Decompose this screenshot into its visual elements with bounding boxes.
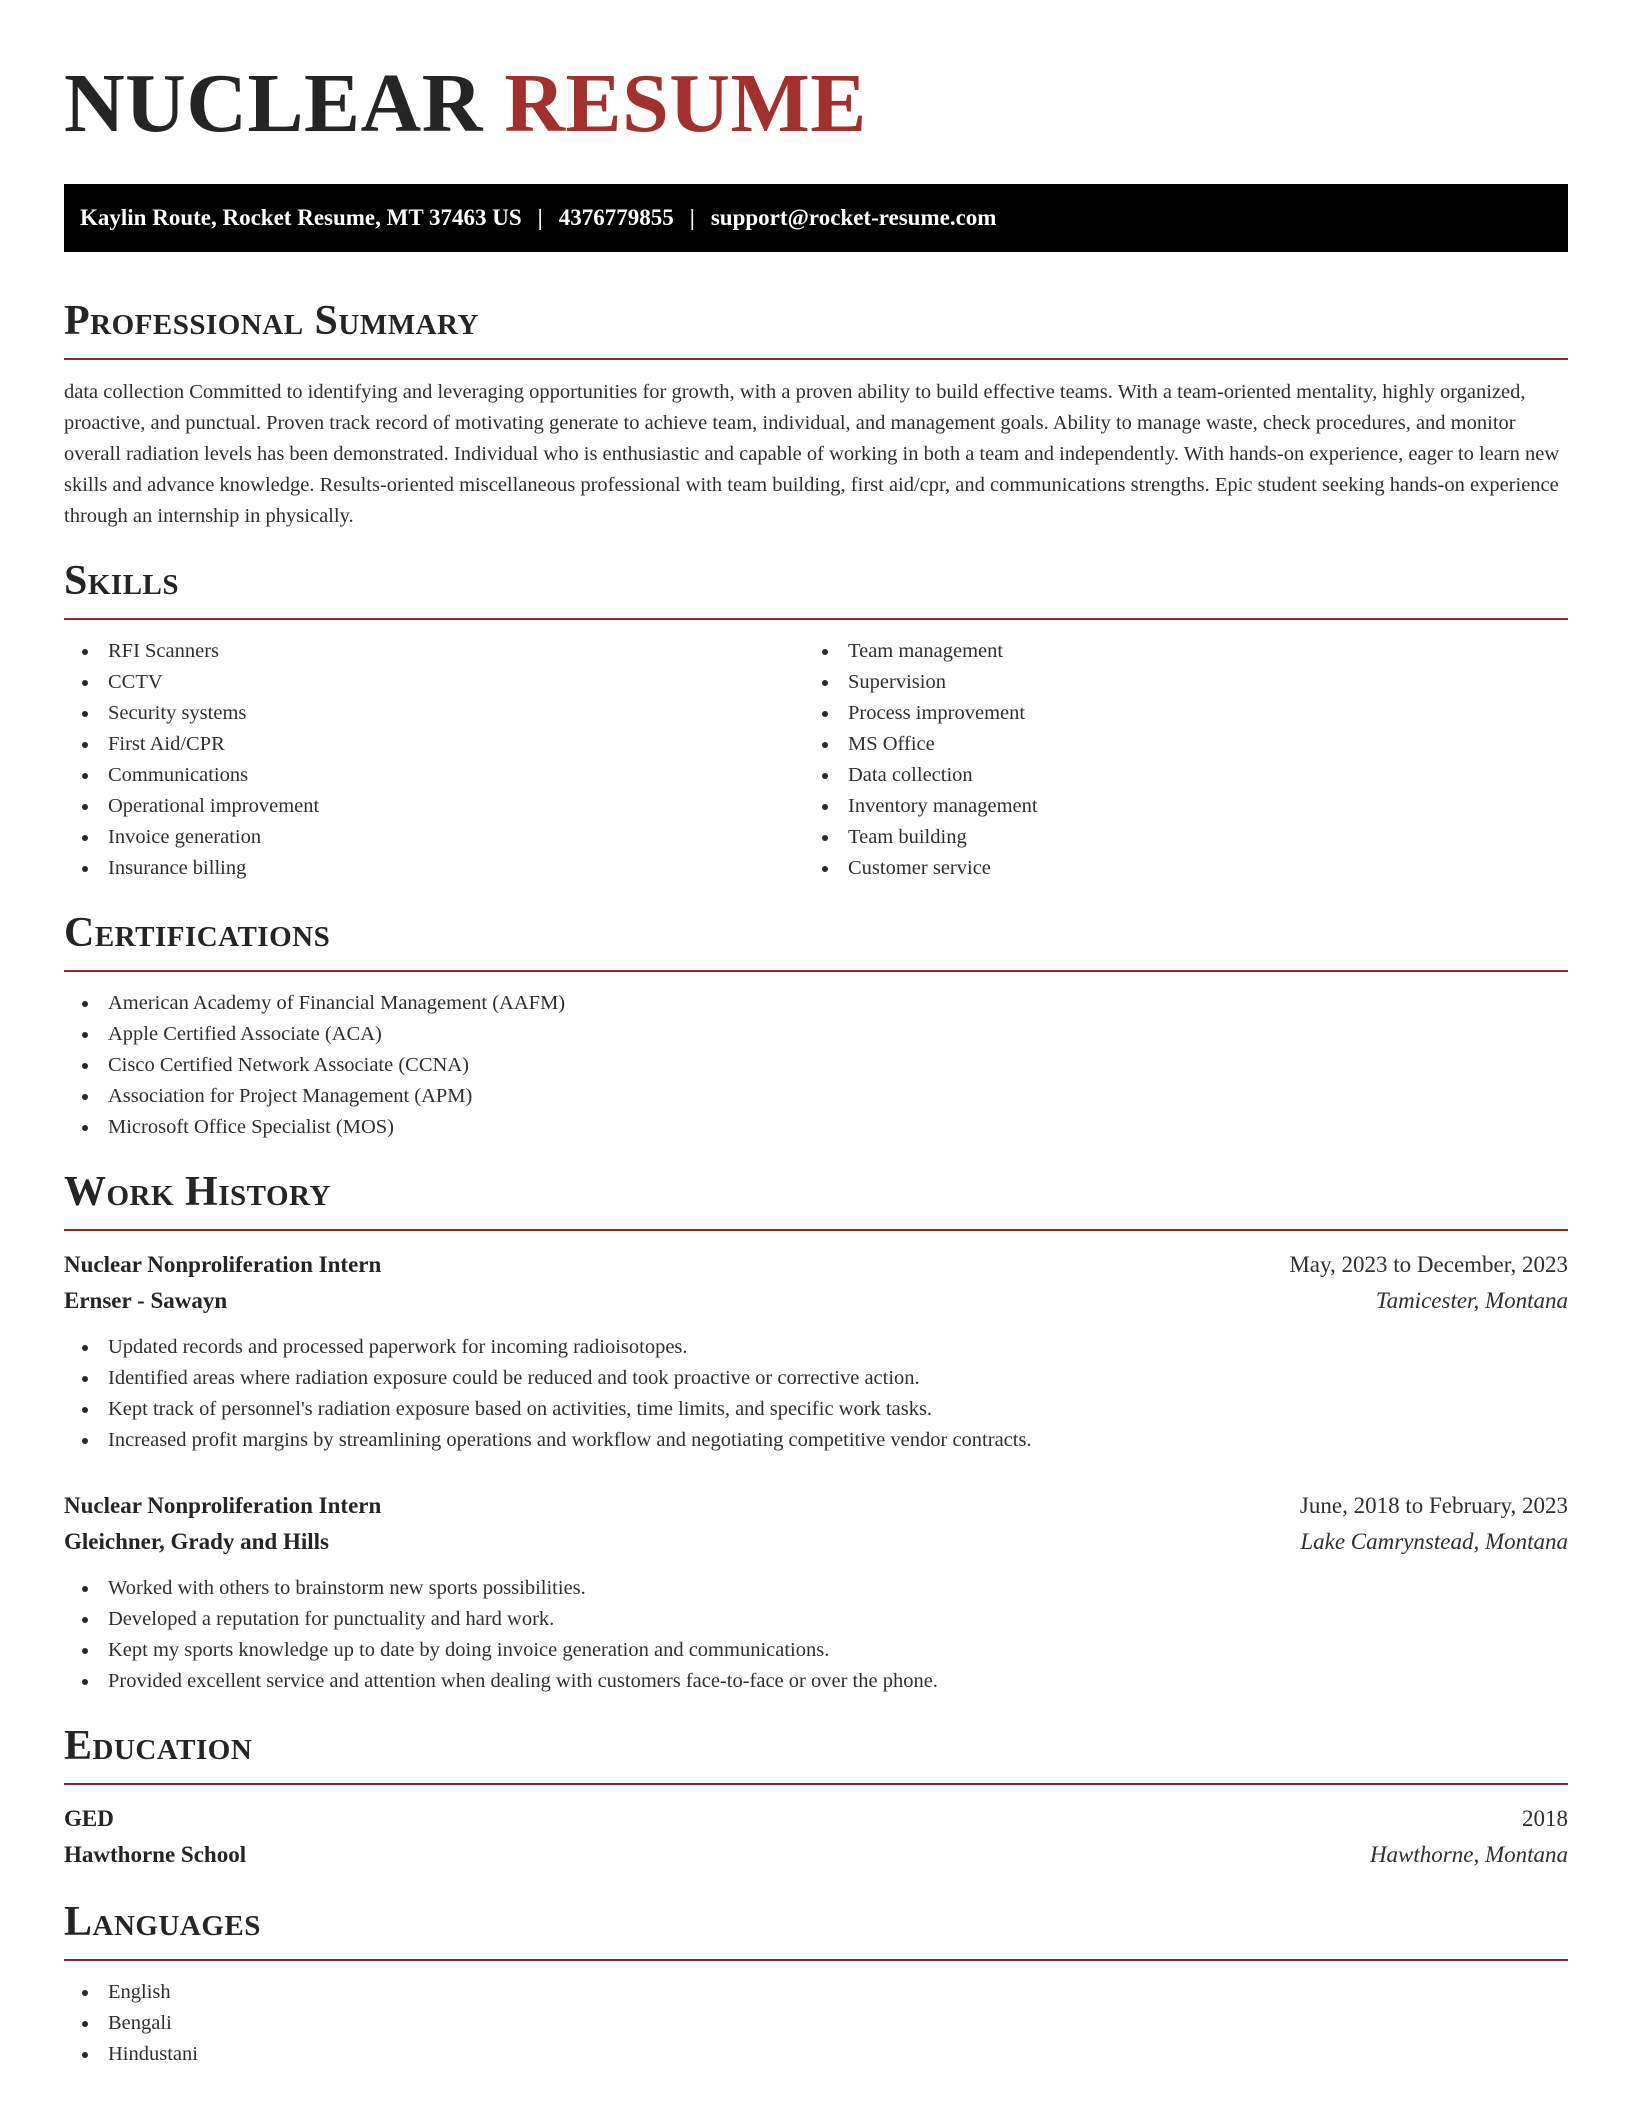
contact-address: Kaylin Route, Rocket Resume, MT 37463 US [80,205,522,230]
contact-separator: | [689,205,695,230]
section-heading-summary: Professional Summary [64,298,479,344]
section-heading-education: Education [64,1723,253,1769]
list-item: RFI Scanners [64,636,804,667]
title-part2: RESUME [504,57,867,150]
section-heading-certifications: Certifications [64,910,331,956]
contact-phone: 4376779855 [558,205,674,230]
list-item: Team building [804,822,1544,853]
list-item: CCTV [64,667,804,698]
list-item: Kept my sports knowledge up to date by doing invoice generation and communications. [64,1635,1568,1666]
contact-bar [64,184,1568,252]
list-item: Data collection [804,760,1544,791]
list-item: Process improvement [804,698,1544,729]
job-dates: June, 2018 to February, 2023 [1299,1493,1568,1518]
job-location: Lake Camrynstead, Montana [1300,1529,1568,1554]
list-item: Cisco Certified Network Associate (CCNA) [64,1050,1568,1081]
job-company-row [64,1283,1568,1319]
job-bullets [64,1573,1568,1697]
list-item: First Aid/CPR [64,729,804,760]
job-company: Ernser - Sawayn [64,1288,228,1313]
languages-list [64,1977,1568,2070]
contact-separator: | [537,205,543,230]
list-item: MS Office [804,729,1544,760]
list-item: Team management [804,636,1544,667]
title-part1: NUCLEAR [64,57,483,150]
list-item: Inventory management [804,791,1544,822]
job-entry [64,1488,1568,1697]
job-entry [64,1247,1568,1456]
list-item: Hindustani [64,2039,1568,2070]
skills-section [64,556,1568,884]
section-divider [64,1783,1568,1785]
section-heading-languages: Languages [64,1899,261,1945]
job-dates: May, 2023 to December, 2023 [1289,1252,1568,1277]
section-heading-work-history: Work History [64,1169,331,1215]
education-school-row [64,1837,1568,1873]
list-item: English [64,1977,1568,2008]
skills-list-right [804,636,1544,884]
list-item: Insurance billing [64,853,804,884]
section-divider [64,358,1568,360]
list-item: Provided excellent service and attention when dealing with customers face-to-face or over the phone. [64,1666,1568,1697]
summary-text: data collection Committed to identifying and leveraging opportunities for growth, with a proven ability to build effective teams. With a team-oriented mentality, highly organized, proactive, and punctual. Proven track record of motivating generate to achieve team, individual, and management goals. Ability to manage waste, check procedures, and monitor overall radiation levels has been demonstrated. Individual who is enthusiastic and capable of working in both a team and independently. With hands-on experience, eager to learn new skills and advance knowledge. Results-oriented miscellaneous professional with team building, first aid/cpr, and communications strengths. Epic student seeking hands-on experience through an internship in physically. [64,381,1560,527]
list-item: Communications [64,760,804,791]
list-item: Association for Project Management (APM) [64,1081,1568,1112]
job-title: Nuclear Nonproliferation Intern [64,1493,382,1518]
education-year: 2018 [1522,1806,1568,1831]
list-item: Microsoft Office Specialist (MOS) [64,1112,1568,1143]
list-item: American Academy of Financial Management (AAFM) [64,988,1568,1019]
summary-section [64,296,1568,532]
section-divider [64,1959,1568,1961]
list-item: Apple Certified Associate (ACA) [64,1019,1568,1050]
list-item: Identified areas where radiation exposure could be reduced and took proactive or corrective action. [64,1363,1568,1394]
education-section [64,1721,1568,1873]
section-divider [64,1229,1568,1231]
skills-columns [64,620,1568,884]
list-item: Developed a reputation for punctuality and hard work. [64,1604,1568,1635]
education-degree: GED [64,1806,114,1831]
education-location: Hawthorne, Montana [1369,1842,1568,1867]
section-heading-skills: Skills [64,558,180,604]
education-school: Hawthorne School [64,1842,247,1867]
section-divider [64,970,1568,972]
work-history-section [64,1167,1568,1697]
list-item: Supervision [804,667,1544,698]
list-item: Invoice generation [64,822,804,853]
skills-list-left [64,636,804,884]
list-item: Updated records and processed paperwork for incoming radioisotopes. [64,1332,1568,1363]
job-bullets [64,1332,1568,1456]
list-item: Kept track of personnel's radiation exposure based on activities, time limits, and specific work tasks. [64,1394,1568,1425]
list-item: Bengali [64,2008,1568,2039]
resume-title [64,56,1568,152]
certifications-list [64,988,1568,1143]
job-header-row [64,1488,1568,1524]
job-header-row [64,1247,1568,1283]
certifications-section [64,908,1568,1143]
languages-section [64,1897,1568,2070]
education-entry [64,1801,1568,1873]
job-company: Gleichner, Grady and Hills [64,1529,329,1554]
list-item: Customer service [804,853,1544,884]
job-company-row [64,1524,1568,1560]
list-item: Operational improvement [64,791,804,822]
list-item: Worked with others to brainstorm new sports possibilities. [64,1573,1568,1604]
job-title: Nuclear Nonproliferation Intern [64,1252,382,1277]
education-degree-row [64,1801,1568,1837]
list-item: Increased profit margins by streamlining operations and workflow and negotiating competitive vendor contracts. [64,1425,1568,1456]
list-item: Security systems [64,698,804,729]
job-location: Tamicester, Montana [1375,1288,1568,1313]
contact-email: support@rocket-resume.com [710,205,997,230]
